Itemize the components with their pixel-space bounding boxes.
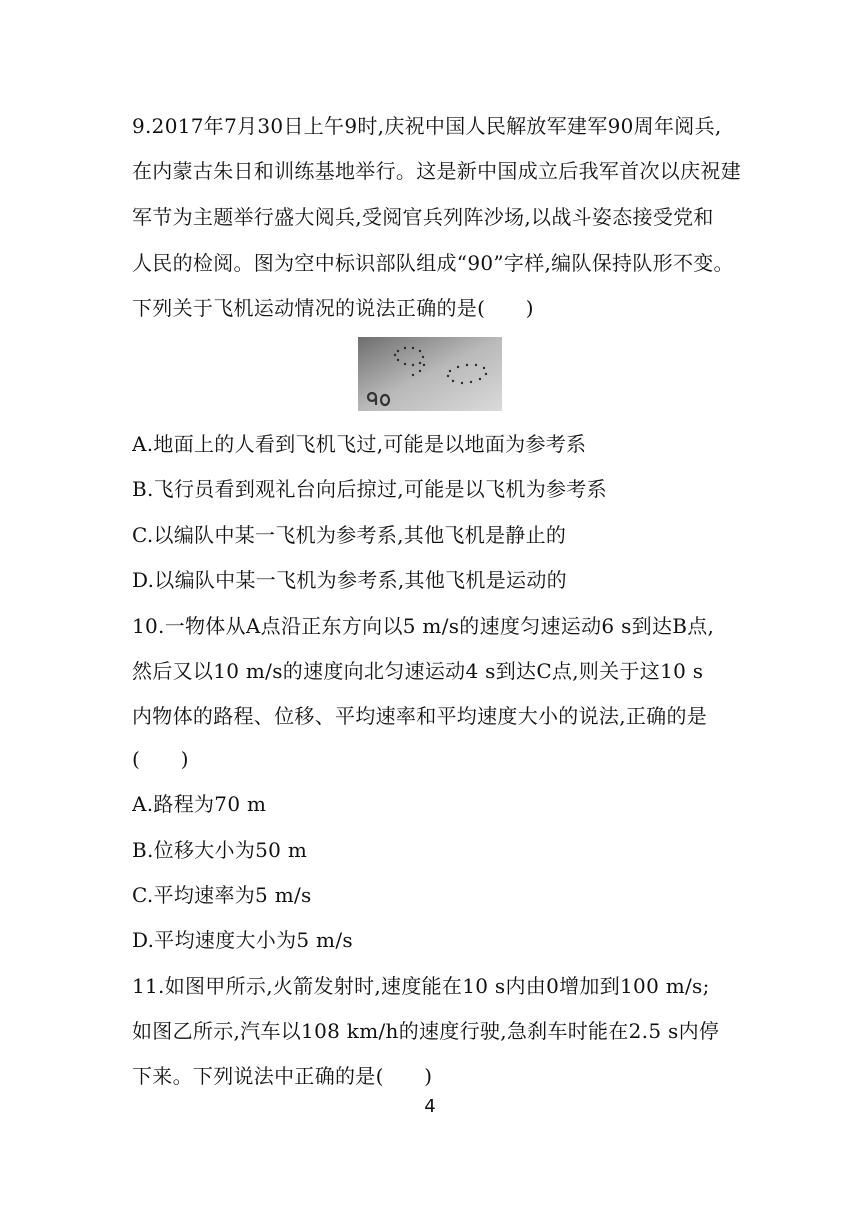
q9-line-2: 在内蒙古朱日和训练基地举行。这是新中国成立后我军首次以庆祝建 (132, 159, 741, 183)
q10-line-2: 然后又以10 m/s的速度向北匀速运动4 s到达C点,则关于这10 s (132, 659, 704, 683)
q9-line-5: 下列关于飞机运动情况的说法正确的是( ) (132, 296, 534, 320)
q9-line-4: 人民的检阅。图为空中标识部队组成“90”字样,编队保持队形不变。 (132, 251, 734, 275)
q10-line-3: 内物体的路程、位移、平均速率和平均速度大小的说法,正确的是 (132, 704, 708, 728)
q11-line-3: 下来。下列说法中正确的是( ) (132, 1064, 433, 1088)
q9-option-d: D.以编队中某一飞机为参考系,其他飞机是运动的 (132, 568, 567, 592)
page-number: 4 (424, 1096, 436, 1117)
q10-option-c: C.平均速率为5 m/s (132, 883, 312, 907)
q10-option-a: A.路程为70 m (132, 792, 267, 816)
q9-option-c: C.以编队中某一飞机为参考系,其他飞机是静止的 (132, 523, 567, 547)
q10-line-4: ( ) (132, 747, 189, 771)
q10-option-b: B.位移大小为50 m (132, 838, 308, 862)
q9-option-a: A.地面上的人看到飞机飞过,可能是以地面为参考系 (132, 432, 587, 456)
q9-line-1: 9.2017年7月30日上午9时,庆祝中国人民解放军建军90周年阅兵, (132, 114, 722, 138)
formation-90-photo (358, 337, 502, 411)
q9-option-b: B.飞行员看到观礼台向后掠过,可能是以飞机为参考系 (132, 477, 607, 501)
q10-line-1: 10.一物体从A点沿正东方向以5 m/s的速度匀速运动6 s到达B点, (132, 614, 715, 638)
q9-line-3: 军节为主题举行盛大阅兵,受阅官兵列阵沙场,以战斗姿态接受党和 (132, 205, 714, 229)
q10-option-d: D.平均速度大小为5 m/s (132, 928, 353, 952)
q11-line-2: 如图乙所示,汽车以108 km/h的速度行驶,急刹车时能在2.5 s内停 (132, 1019, 720, 1043)
q11-line-1: 11.如图甲所示,火箭发射时,速度能在10 s内由0增加到100 m/s; (132, 974, 710, 998)
